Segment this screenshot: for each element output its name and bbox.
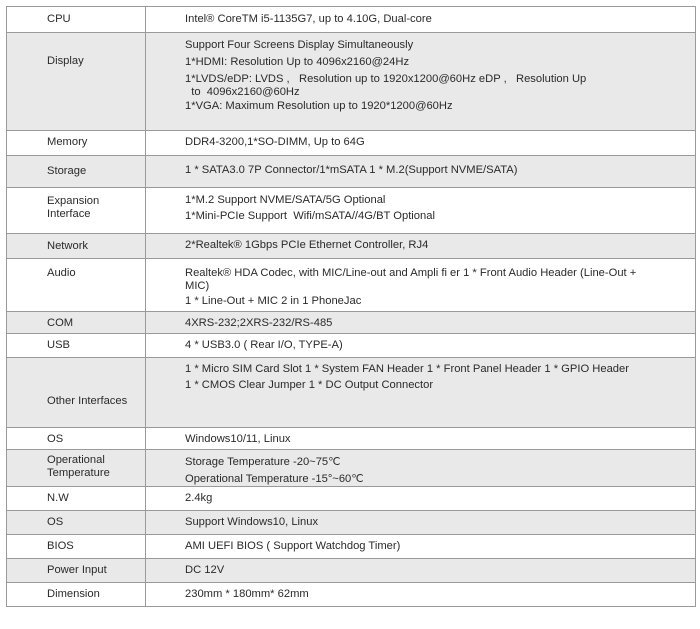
spec-value-cell xyxy=(146,487,696,511)
spec-label: BIOS xyxy=(47,540,74,552)
spec-row xyxy=(7,428,696,450)
spec-label: CPU xyxy=(47,13,71,25)
spec-value-cell xyxy=(146,234,696,259)
spec-value: 1 * CMOS Clear Jumper 1 * DC Output Connector xyxy=(185,379,434,391)
spec-label: OS xyxy=(47,516,64,528)
spec-value: 1*HDMI: Resolution Up to 4096x2160@24Hz xyxy=(185,56,410,68)
spec-value: 1*VGA: Maximum Resolution up to 1920*1200@60Hz xyxy=(185,100,453,112)
spec-value: Support Windows10, Linux xyxy=(185,516,319,528)
spec-row xyxy=(7,334,696,358)
spec-value: 1*M.2 Support NVME/SATA/5G Optional xyxy=(185,194,386,206)
spec-label: Expansion xyxy=(47,195,100,207)
spec-label-cell xyxy=(7,188,146,234)
spec-value: Operational Temperature -15°~60℃ xyxy=(185,473,364,485)
spec-table xyxy=(6,6,696,607)
spec-value-cell xyxy=(146,33,696,131)
spec-label-cell xyxy=(7,259,146,312)
spec-label: Other Interfaces xyxy=(47,395,128,407)
spec-value: 230mm * 180mm* 62mm xyxy=(185,588,309,600)
spec-row xyxy=(7,234,696,259)
spec-label-cell xyxy=(7,428,146,450)
spec-value: 1 * Line-Out + MIC 2 in 1 PhoneJac xyxy=(185,295,362,307)
spec-value-cell xyxy=(146,131,696,156)
spec-label-cell xyxy=(7,559,146,583)
spec-row xyxy=(7,535,696,559)
spec-row xyxy=(7,559,696,583)
spec-table-body xyxy=(7,7,696,607)
spec-value: Storage Temperature -20~75℃ xyxy=(185,456,341,468)
spec-label: Interface xyxy=(47,208,91,220)
spec-value: 1*LVDS/eDP: LVDS , Resolution up to 1920x1200@60Hz eDP , Resolution Up to 4096x2160@60Hz xyxy=(185,73,587,98)
spec-row xyxy=(7,583,696,607)
spec-value: Support Four Screens Display Simultaneously xyxy=(185,39,414,51)
spec-label: Audio xyxy=(47,267,76,279)
spec-value: Windows10/11, Linux xyxy=(185,433,291,445)
spec-row xyxy=(7,33,696,131)
spec-label: Display xyxy=(47,55,84,67)
spec-row xyxy=(7,188,696,234)
spec-row xyxy=(7,487,696,511)
spec-label-cell xyxy=(7,234,146,259)
spec-value: AMI UEFI BIOS ( Support Watchdog Timer) xyxy=(185,540,401,552)
spec-label: Power Input xyxy=(47,564,107,576)
spec-value-cell xyxy=(146,428,696,450)
spec-value-cell xyxy=(146,156,696,188)
spec-value-cell xyxy=(146,535,696,559)
spec-row xyxy=(7,312,696,334)
spec-value-cell xyxy=(146,450,696,487)
spec-row xyxy=(7,358,696,428)
spec-row xyxy=(7,450,696,487)
spec-value: 1 * Micro SIM Card Slot 1 * System FAN Header 1 * Front Panel Header 1 * GPIO Header xyxy=(185,363,629,375)
spec-value: Intel® CoreTM i5-1135G7, up to 4.10G, Dual-core xyxy=(185,13,432,25)
spec-label: N.W xyxy=(47,492,69,504)
spec-row xyxy=(7,511,696,535)
spec-value: 1 * SATA3.0 7P Connector/1*mSATA 1 * M.2(Support NVME/SATA) xyxy=(185,164,518,176)
spec-value-cell xyxy=(146,559,696,583)
spec-value: 1*Mini-PCIe Support Wifi/mSATA//4G/BT Optional xyxy=(185,210,435,222)
spec-value-cell xyxy=(146,334,696,358)
spec-value-cell xyxy=(146,511,696,535)
spec-value: 2*Realtek® 1Gbps PCIe Ethernet Controller, RJ4 xyxy=(185,239,429,251)
spec-label-cell xyxy=(7,487,146,511)
spec-value-cell xyxy=(146,7,696,33)
spec-label-cell xyxy=(7,583,146,607)
spec-label: USB xyxy=(47,339,71,351)
spec-value: DC 12V xyxy=(185,564,225,576)
spec-value-cell xyxy=(146,358,696,428)
spec-row xyxy=(7,156,696,188)
spec-label: Memory xyxy=(47,136,88,148)
spec-value-cell xyxy=(146,312,696,334)
spec-row xyxy=(7,259,696,312)
spec-value: 2.4kg xyxy=(185,492,213,504)
spec-label-cell xyxy=(7,312,146,334)
spec-row xyxy=(7,131,696,156)
spec-row xyxy=(7,7,696,33)
spec-label-cell xyxy=(7,535,146,559)
spec-value: DDR4-3200,1*SO-DIMM, Up to 64G xyxy=(185,136,365,148)
spec-label: COM xyxy=(47,317,74,329)
spec-label-cell xyxy=(7,7,146,33)
spec-label-cell xyxy=(7,131,146,156)
spec-value: Realtek® HDA Codec, with MIC/Line-out and Ampli fi er 1 * Front Audio Header (Line-Out + MIC) xyxy=(185,267,637,292)
spec-value-cell xyxy=(146,188,696,234)
spec-label-cell xyxy=(7,156,146,188)
spec-value: 4XRS-232;2XRS-232/RS-485 xyxy=(185,317,333,329)
spec-label: Temperature xyxy=(47,467,110,479)
spec-label: Storage xyxy=(47,165,87,177)
spec-label-cell xyxy=(7,334,146,358)
spec-value-cell xyxy=(146,259,696,312)
spec-label: Operational xyxy=(47,454,105,466)
spec-label-cell xyxy=(7,450,146,487)
spec-label-cell xyxy=(7,33,146,131)
spec-label: Network xyxy=(47,240,89,252)
spec-label-cell xyxy=(7,358,146,428)
spec-value-cell xyxy=(146,583,696,607)
spec-label-cell xyxy=(7,511,146,535)
spec-label: Dimension xyxy=(47,588,100,600)
spec-value: 4 * USB3.0 ( Rear I/O, TYPE-A) xyxy=(185,339,343,351)
spec-label: OS xyxy=(47,433,64,445)
